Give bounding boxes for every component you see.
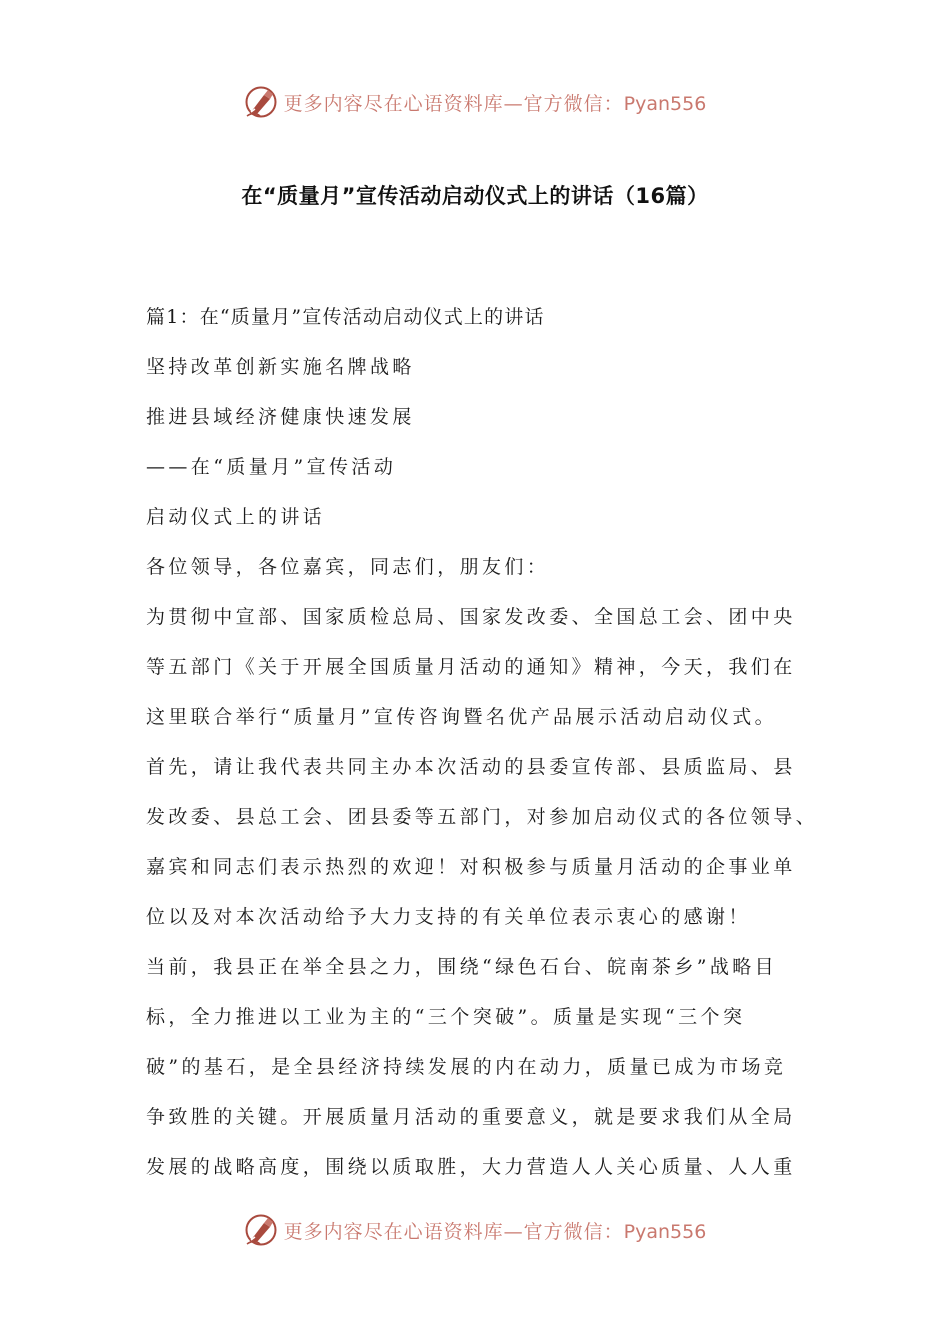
text-line: 各位领导，各位嘉宾，同志们，朋友们： (146, 556, 550, 578)
watermark-text: 更多内容尽在心语资料库—官方微信：Pyan556 (283, 1220, 707, 1243)
pen-nib-logo-icon (244, 85, 278, 119)
text-line: 推进县域经济健康快速发展 (146, 406, 415, 428)
document-body (146, 297, 836, 1197)
text-line: 这里联合举行“质量月”宣传咨询暨名优产品展示活动启动仪式。 (146, 706, 778, 728)
text-line: 标，全力推进以工业为主的“三个突破”。质量是实现“三个突 (146, 1006, 746, 1028)
text-line: 发改委、县总工会、团县委等五部门，对参加启动仪式的各位领导、 (146, 806, 819, 828)
pen-nib-logo-icon (244, 1213, 278, 1247)
text-line: 发展的战略高度，围绕以质取胜，大力营造人人关心质量、人人重 (146, 1156, 796, 1178)
footer-watermark (0, 1208, 950, 1252)
watermark-text: 更多内容尽在心语资料库—官方微信：Pyan556 (283, 92, 707, 115)
text-line: 当前，我县正在举全县之力，围绕“绿色石台、皖南茶乡”战略目 (146, 956, 778, 978)
text-line: 位以及对本次活动给予大力支持的有关单位表示衷心的感谢！ (146, 906, 751, 928)
header-watermark (0, 80, 950, 124)
text-line: 坚持改革创新实施名牌战略 (146, 356, 415, 378)
text-line: 嘉宾和同志们表示热烈的欢迎！对积极参与质量月活动的企事业单 (146, 856, 796, 878)
text-line: 篇1：在“质量月”宣传活动启动仪式上的讲话 (146, 306, 545, 328)
text-line: 争致胜的关键。开展质量月活动的重要意义，就是要求我们从全局 (146, 1106, 796, 1128)
text-line: ——在“质量月”宣传活动 (146, 456, 397, 478)
page-title: 在“质量月”宣传活动启动仪式上的讲话（16篇） (241, 184, 709, 208)
text-line: 破”的基石，是全县经济持续发展的内在动力，质量已成为市场竞 (146, 1056, 787, 1078)
text-line: 为贯彻中宣部、国家质检总局、国家发改委、全国总工会、团中央 (146, 606, 796, 628)
text-line: 首先，请让我代表共同主办本次活动的县委宣传部、县质监局、县 (146, 756, 796, 778)
text-line: 等五部门《关于开展全国质量月活动的通知》精神，今天，我们在 (146, 656, 796, 678)
text-line: 启动仪式上的讲话 (146, 506, 326, 528)
